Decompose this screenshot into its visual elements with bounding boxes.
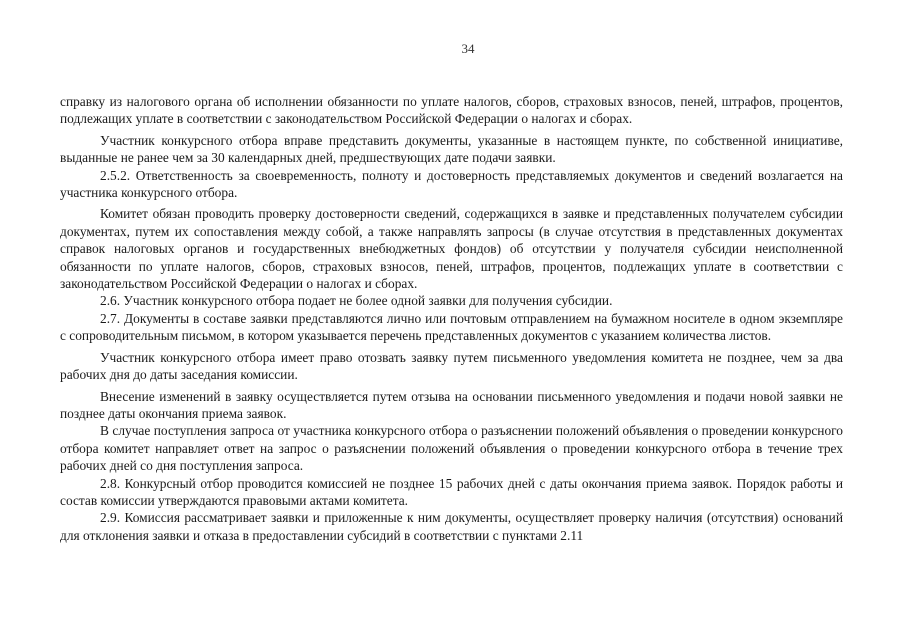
paragraph-own-initiative: Участник конкурсного отбора вправе представить документы, указанные в настоящем пункте, по собственной инициативе, выданные не ранее чем за 30 календарных дней, предшествующих дате подачи заявки. <box>60 132 843 166</box>
paragraph-clarification-request: В случае поступления запроса от участника конкурсного отбора о разъяснении положений объявления о проведении конкурсного отбора комитет направляет ответ на запрос о разъяснении положений объявления о проведении конкурсного отбора в течение трех рабочих дней со дня поступления запроса. <box>60 423 843 474</box>
paragraph-tax-certificate-continuation: справку из налогового органа об исполнении обязанности по уплате налогов, сборов, страховых взносов, пеней, штрафов, процентов, подлежащих уплате в соответствии с законодательством Российской Федерации о налогах и сборах. <box>60 94 843 127</box>
paragraph-committee-verification: Комитет обязан проводить проверку достоверности сведений, содержащихся в заявке и представленных получателем субсидии документах, путем их сопоставления между собой, а также направлять запросы (в случае отсутствия в представленных документах справок налоговых органов и государственных внебюджетных фондов) об отсутствии у получателя субсидии неисполненной обязанности по уплате налогов, сборов, страховых взносов, пеней, штрафов, процентов, подлежащих уплате в соответствии с законодательством Российской Федерации о налогах и сборах. <box>60 206 843 292</box>
paragraph-2-6: 2.6. Участник конкурсного отбора подает не более одной заявки для получения субсидии. <box>100 293 613 309</box>
document-body <box>60 93 843 544</box>
paragraph-application-changes: Внесение изменений в заявку осуществляется путем отзыва на основании письменного уведомления и подачи новой заявки не позднее даты окончания приема заявок. <box>60 388 843 421</box>
paragraph-2-7: 2.7. Документы в составе заявки представляются лично или почтовым отправлением на бумажном носителе в одном экземпляре с сопроводительным письмом, в котором указывается перечень представленных документов с указанием количества листов. <box>60 310 843 344</box>
page-number: 34 <box>461 41 475 56</box>
paragraph-withdraw-application: Участник конкурсного отбора имеет право отозвать заявку путем письменного уведомления комитета не позднее, чем за два рабочих дня до даты заседания комиссии. <box>60 349 843 383</box>
paragraph-2-8: 2.8. Конкурсный отбор проводится комиссией не позднее 15 рабочих дней с даты окончания приема заявок. Порядок работы и состав комиссии утверждаются правовыми актами комитета. <box>60 475 843 508</box>
paragraph-2-9: 2.9. Комиссия рассматривает заявки и приложенные к ним документы, осуществляет проверку наличия (отсутствия) оснований для отклонения заявки и отказа в предоставлении субсидий в соответствии с пунктами 2.11 <box>60 510 843 543</box>
paragraph-2-5-2: 2.5.2. Ответственность за своевременность, полноту и достоверность представляемых документов и сведений возлагается на участника конкурсного отбора. <box>60 167 843 201</box>
